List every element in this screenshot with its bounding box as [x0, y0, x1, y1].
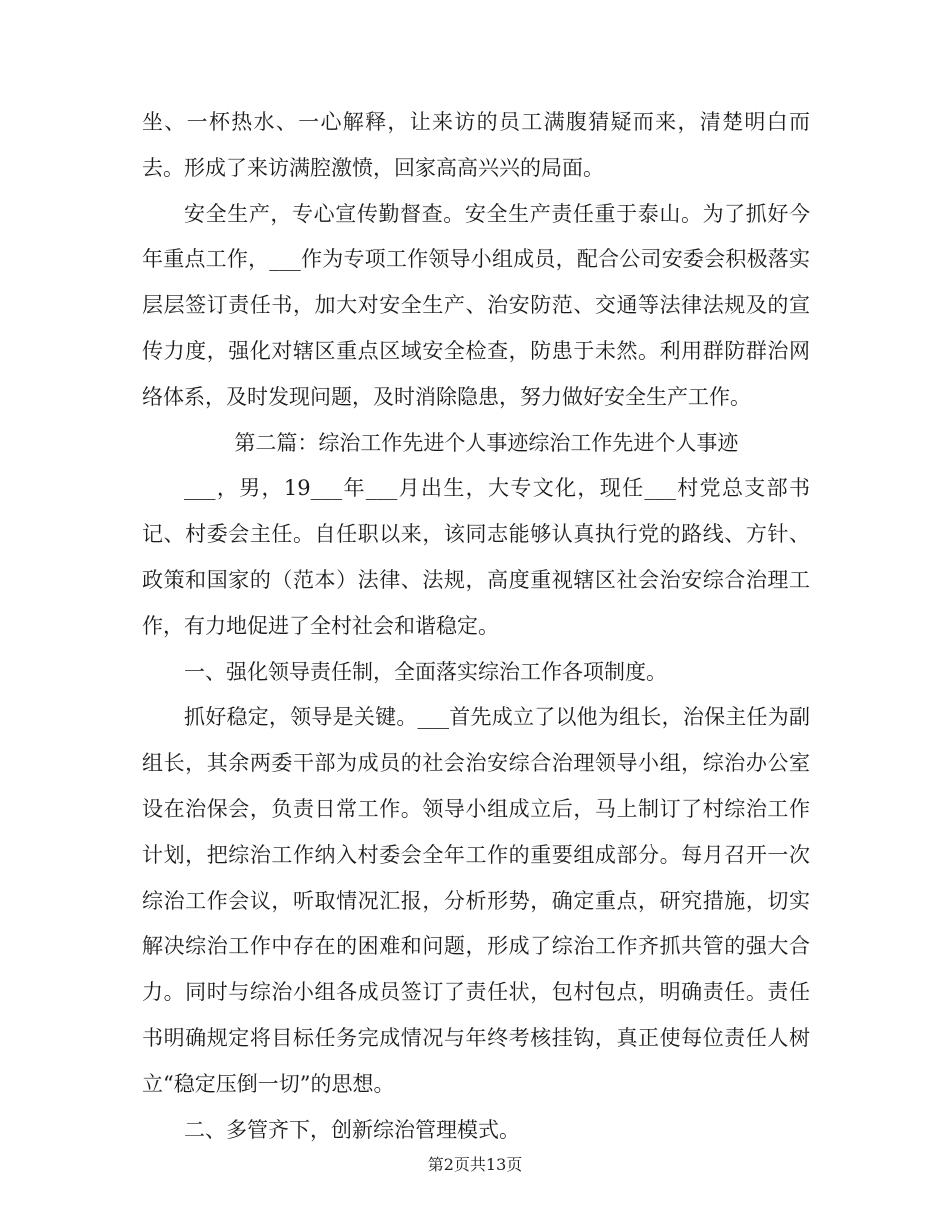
body-text	[142, 100, 810, 1153]
paragraph-leadership: 抓好稳定，领导是关键。___首先成立了以他为组长，治保主任为副组长，其余两委干部为成员的社会治安综合治理领导小组，综治办公室设在治保会，负责日常工作。领导小组成立后，马上制订了村综治工作计划，把综治工作纳入村委会全年工作的重要组成部分。每月召开一次综治工作会议，听取情况汇报，分析形势，确定重点，研究措施，切实解决综治工作中存在的困难和问题，形成了综治工作齐抓共管的强大合力。同时与综治小组各成员签订了责任状，包村包点，明确责任。责任书明确规定将目标任务完成情况与年终考核挂钩，真正使每位责任人树立“稳定压倒一切”的思想。	[142, 705, 810, 1096]
paragraph-continuation: 坐、一杯热水、一心解释，让来访的员工满腹猜疑而来，清楚明白而去。形成了来访满腔激愤，回家高高兴兴的局面。	[142, 110, 810, 180]
paragraph-safety-production: 安全生产，专心宣传勤督查。安全生产责任重于泰山。为了抓好今年重点工作，___作为专项工作领导小组成员，配合公司安委会积极落实层层签订责任书，加大对安全生产、治安防范、交通等法律法规及的宣传力度，强化对辖区重点区域安全检查，防患于未然。利用群防群治网络体系，及时发现问题，及时消除隐患，努力做好安全生产工作。	[142, 201, 810, 409]
subheading-one: 一、强化领导责任制，全面落实综治工作各项制度。	[184, 659, 667, 684]
paragraph-profile: ___，男，19___年___月出生，大专文化，现任___村党总支部书记、村委会主任。自任职以来，该同志能够认真执行党的路线、方针、政策和国家的（范本）法律、法规，高度重视辖区社会治安综合治理工作，有力地促进了全村社会和谐稳定。	[142, 476, 810, 638]
subheading-two: 二、多管齐下，创新综治管理模式。	[184, 1117, 520, 1142]
page-number: 第2页共13页	[427, 1155, 523, 1174]
section-heading: 第二篇：综治工作先进个人事迹综治工作先进个人事迹	[234, 430, 739, 455]
